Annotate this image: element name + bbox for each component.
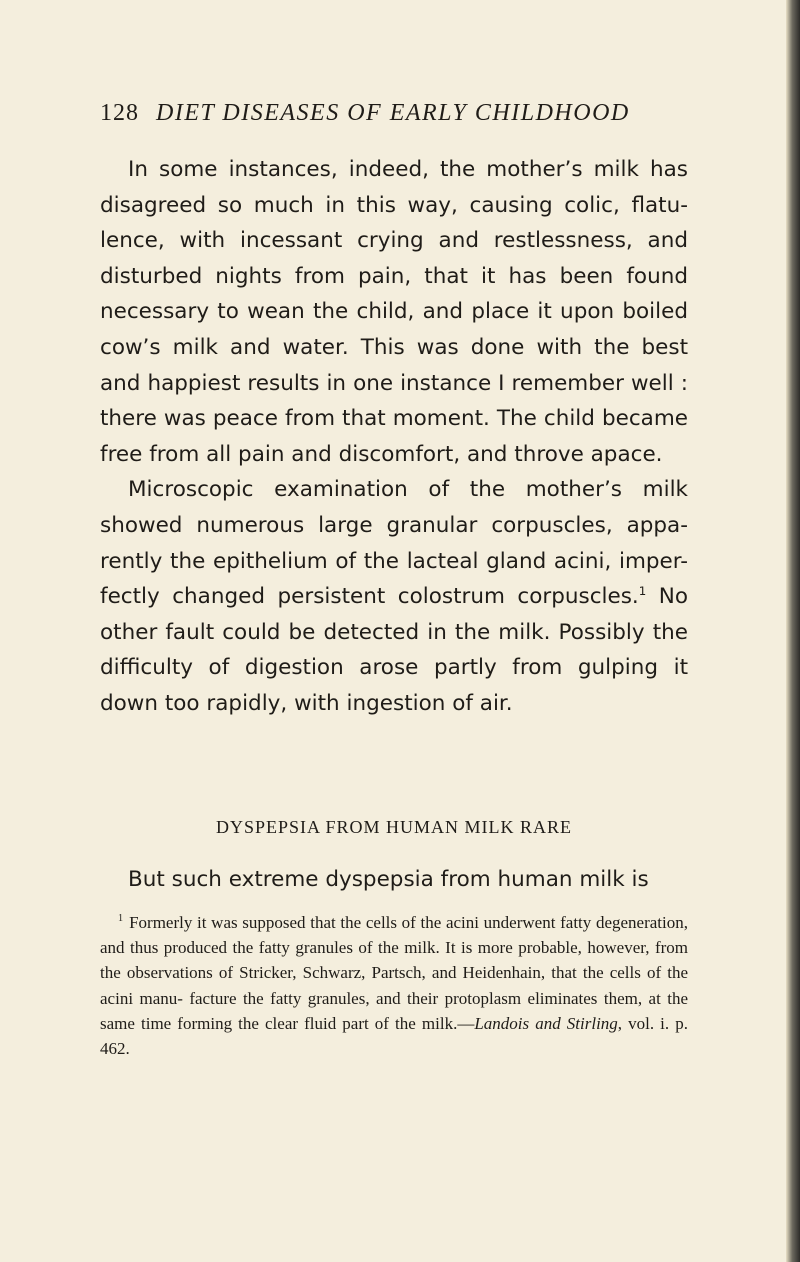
paragraph-2-part-1: Microscopic examination of the mother’s milk showed numerous large granular corpuscles, appa- rently the epithelium of the lacteal gland acini, imper- fectly changed persistent colostrum corpuscles. xyxy=(100,477,688,610)
paragraph-1: In some instances, indeed, the mother’s milk has disagreed so much in this way, causing colic, flatu- lence, with incessant crying and restlessness, and disturbed nights from pain, that it has been found necessary to wean the child, and place it upon boiled cow’s milk and water. This was done with the best and happiest results in one instance I remember well : there was peace from that moment. The child became free from all pain and discomfort, and throve apace. xyxy=(100,157,688,467)
footnote-text: Formerly it was supposed that the cells of the acini underwent fatty degeneration, and thus produced the fatty granules of the milk. It is more probable, however, from the observations of Stricker, Schwarz, Partsch, and Heidenhain, that the cells of the acini manu- facture the fatty granules, and their protoplasm eliminates them, at the same time forming the clear fluid part of the milk.— xyxy=(100,913,688,1033)
footnote-marker: 1 xyxy=(118,913,124,925)
footnote-citation-tail: , vol. i. p. 462. xyxy=(100,1013,688,1059)
page-header xyxy=(100,100,700,140)
paragraph-2 xyxy=(100,472,688,721)
running-title: DIET DISEASES OF EARLY CHILDHOOD xyxy=(156,100,630,126)
footnote-paragraph xyxy=(100,910,688,1061)
footnote-citation-authors: Landois and Stirling xyxy=(474,1013,618,1033)
page-edge-shadow xyxy=(786,0,800,1262)
footnote xyxy=(100,910,688,1061)
footnote-reference[interactable]: 1 xyxy=(638,583,647,598)
section-heading: DYSPEPSIA FROM HUMAN MILK RARE xyxy=(215,817,573,837)
page-number: 128 xyxy=(100,100,139,126)
paragraph-2-part-2: No other fault could be detected in the milk. Possibly the difficulty of digestion arose partly from gulping it down too rapidly, with ingestion of air. xyxy=(100,584,688,716)
main-text xyxy=(100,152,688,722)
continuation-paragraph: But such extreme dyspepsia from human milk is xyxy=(128,867,649,892)
